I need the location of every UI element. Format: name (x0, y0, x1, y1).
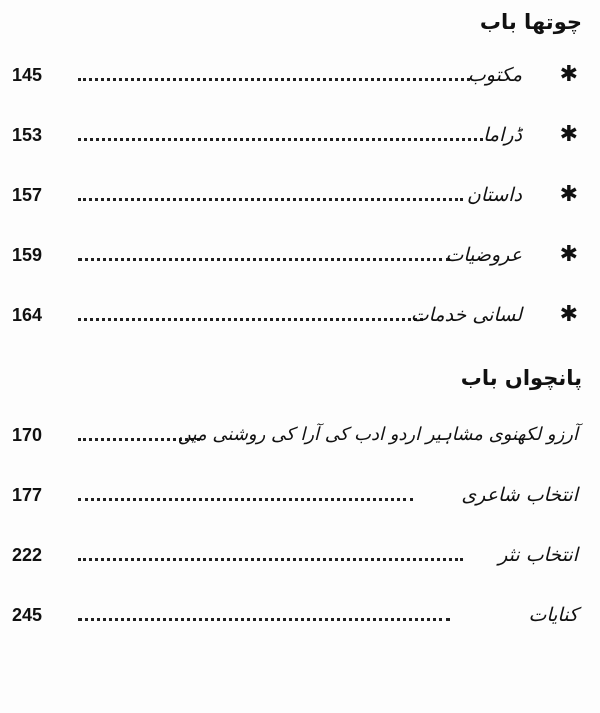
entry-title: عروضیات (445, 244, 522, 266)
entry-title: انتخاب نثر (498, 544, 578, 566)
asterisk-bullet-icon: ✱ (559, 182, 578, 207)
toc-entry (0, 178, 600, 212)
dot-leader (78, 498, 413, 501)
toc-entry (0, 478, 600, 512)
page-number: 159 (12, 245, 43, 265)
entry-title: داستان (466, 184, 522, 206)
dot-leader (78, 258, 450, 261)
dot-leader (78, 618, 450, 621)
page-number: 164 (12, 305, 43, 325)
dot-leader (78, 78, 470, 81)
asterisk-bullet-icon: ✱ (559, 242, 578, 267)
toc-entry (0, 598, 600, 632)
toc-entry (0, 418, 600, 452)
toc-entry (0, 238, 600, 272)
toc-entry (0, 538, 600, 572)
asterisk-bullet-icon: ✱ (559, 62, 578, 87)
page-number: 153 (12, 125, 43, 145)
dot-leader (78, 198, 463, 201)
page-number: 145 (12, 65, 43, 85)
entry-title: لسانی خدمات (410, 304, 522, 326)
entry-title: آرزو لکھنوی مشاہیر اردو ادب کی آرا کی روشنی میں (177, 424, 578, 445)
entry-title: کنایات (528, 604, 578, 626)
chapter-5-heading: پانچواں باب (460, 366, 582, 390)
entry-title: مکتوب (467, 64, 522, 86)
asterisk-bullet-icon: ✱ (559, 122, 578, 147)
asterisk-bullet-icon: ✱ (559, 302, 578, 327)
page-number: 245 (12, 605, 43, 625)
dot-leader (78, 318, 423, 321)
toc-entry (0, 298, 600, 332)
page-number: 157 (12, 185, 43, 205)
page-number: 222 (12, 545, 43, 565)
entry-title: ڈراما (483, 124, 522, 146)
toc-entry (0, 58, 600, 92)
entry-title: انتخاب شاعری (461, 484, 578, 506)
toc-entry (0, 118, 600, 152)
chapter-4-heading: چوتھا باب (479, 10, 582, 34)
dot-leader (78, 138, 483, 141)
page-number: 177 (12, 485, 43, 505)
dot-leader (78, 558, 463, 561)
page-number: 170 (12, 425, 43, 445)
